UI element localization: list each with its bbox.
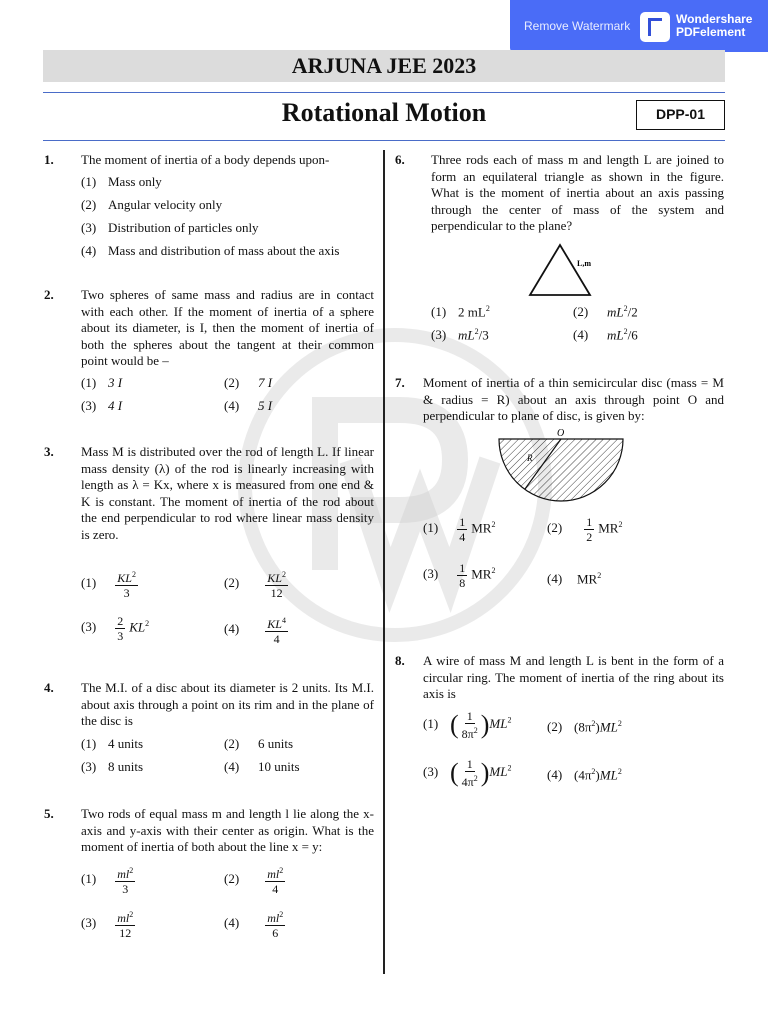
option-1[interactable]: (1) $\frac{1}{4}$ $MR^2$: [423, 515, 496, 544]
option-1[interactable]: (1) 3 I: [81, 375, 123, 390]
wondershare-brand: Wondershare PDFelement: [676, 12, 753, 39]
option-4[interactable]: (4) 10 units: [224, 759, 300, 774]
question-5: 5. Two rods of equal mass m and length l lie along the x-axis and y-axis with their center as origin. What is the moment of inertia of both about the line x = y: (1) $\frac{ml^2}{3}$ (2) $\frac{ml^2}{4}$ (3) $\frac{ml^2}{12}$ (4) $\frac{ml^2}{6}$: [44, 806, 374, 940]
option-2[interactable]: (2) 6 units: [224, 736, 294, 751]
option-4[interactable]: (4) Mass and distribution of mass about the axis: [81, 243, 340, 258]
question-text: Mass M is distributed over the rod of length L. If linear mass density (λ) of the rod is linearly increasing with length as λ = Kx, where x is measured from one end & K is constant. The moment of inertia of the rod about the end perpendicular to rod where linear mass density is zero.: [81, 444, 374, 542]
question-1: 1. The moment of inertia of a body depends upon- (1) Mass only (2) Angular velocity only (3) Distribution of particles only (4) Mass and distribution of mass about the axis: [44, 152, 374, 262]
semicircular-disc-figure: [495, 427, 635, 507]
option-1[interactable]: (1) $\frac{ml^2}{3}$: [81, 866, 134, 896]
question-text: Moment of inertia of a thin semicircular disc (mass = M & radius = R) about an axis through point O and perpendicular to plane of disc, is given by:: [423, 375, 724, 423]
option-4[interactable]: (4) $MR^2$: [547, 571, 602, 587]
option-2[interactable]: (2) $(8\pi^2)ML^2$: [547, 719, 622, 735]
option-1[interactable]: (1) $\frac{KL^2}{3}$: [81, 570, 136, 600]
question-2: 2. Two spheres of same mass and radius are in contact with each other. If the moment of inertia of a sphere about its diameter, is I, then the moment of inertia of both the spheres about the tangent at their common point would be – (1) 3 I (2) 7 I (3) 4 I (4) 5 I: [44, 287, 374, 413]
pdfelement-logo-icon: [640, 12, 670, 42]
column-divider: [383, 150, 385, 974]
option-3[interactable]: (3) Distribution of particles only: [81, 220, 259, 235]
option-1[interactable]: (1) Mass only: [81, 174, 162, 189]
exam-title: ARJUNA JEE 2023: [291, 53, 477, 78]
option-1[interactable]: (1) ( $\frac{1}{8\pi^2}$ )$ML^2$: [423, 709, 512, 741]
option-3[interactable]: (3) $\frac{2}{3}$ $KL^2$: [81, 614, 150, 643]
option-1[interactable]: (1) 2 $mL^2$: [431, 304, 490, 320]
point-o-label: O: [557, 428, 565, 439]
option-3[interactable]: (3) ( $\frac{1}{4\pi^2}$ )$ML^2$: [423, 757, 512, 789]
option-4[interactable]: (4) $mL^2/6$: [573, 327, 638, 343]
option-2[interactable]: (2) $mL^2/2$: [573, 304, 638, 320]
option-4[interactable]: (4) $(4\pi^2)ML^2$: [547, 767, 622, 783]
question-text: Two rods of equal mass m and length l lie along the x-axis and y-axis with their center as origin. What is the moment of inertia of both about the line x = y:: [81, 806, 374, 854]
question-7: 7. Moment of inertia of a thin semicircular disc (mass = M & radius = R) about an axis through point O and perpendicular to plane of disc, is given by: O R (1) $\frac{1}{4}$ $MR^2$ (2) $\frac{1}{2}$ $MR^2$ (3) $\frac{1}{8}$ $MR^2$ (4) $MR^2$: [395, 375, 724, 590]
exam-header-bar: [43, 50, 725, 82]
option-1[interactable]: (1) 4 units: [81, 736, 144, 751]
figure-label: L,m: [577, 259, 591, 268]
option-3[interactable]: (3) $\frac{1}{8}$ $MR^2$: [423, 561, 496, 590]
radius-label: R: [527, 453, 533, 463]
option-3[interactable]: (3) 4 I: [81, 398, 123, 413]
equilateral-triangle-figure: [525, 240, 605, 300]
option-4[interactable]: (4) $\frac{ml^2}{6}$: [224, 910, 284, 940]
question-4: 4. The M.I. of a disc about its diameter is 2 units. Its M.I. about axis through a point on its rim and in the plane of the disc is (1) 4 units (2) 6 units (3) 8 units (4) 10 units: [44, 680, 374, 774]
question-text: A wire of mass M and length L is bent in the form of a circular ring. The moment of inertia of the ring about its axis is: [423, 653, 724, 701]
question-text: Three rods each of mass m and length L are joined to form an equilateral triangle as shown in the figure. What is the moment of inertia about an axis passing through the center of mass of the system and perpendicular to the plane?: [431, 152, 724, 233]
header-rule-bottom: [43, 140, 725, 141]
option-2[interactable]: (2) $\frac{KL^2}{12}$: [224, 570, 286, 600]
option-3[interactable]: (3) $\frac{ml^2}{12}$: [81, 910, 134, 940]
question-text: Two spheres of same mass and radius are in contact with each other. If the moment of inertia of a sphere about its diameter, is I, then the moment of inertia of both the spheres about the tangent at their common point would be –: [81, 287, 374, 368]
option-4[interactable]: (4) $\frac{KL^4}{4}$: [224, 616, 286, 646]
dpp-badge: DPP-01: [636, 100, 725, 130]
question-text: The M.I. of a disc about its diameter is 2 units. Its M.I. about axis through a point on its rim and in the plane of the disc is: [81, 680, 374, 728]
option-2[interactable]: (2) Angular velocity only: [81, 197, 223, 212]
header-rule-top: [43, 92, 725, 93]
option-3[interactable]: (3) 8 units: [81, 759, 144, 774]
option-3[interactable]: (3) $mL^2/3$: [431, 327, 489, 343]
question-3: 3. Mass M is distributed over the rod of length L. If linear mass density (λ) of the rod is linearly increasing with length as λ = Kx, where x is measured from one end & K is constant. The moment of inertia of the rod about the end perpendicular to rod where linear mass density is zero. (1) $\frac{KL^2}{3}$ (2) $\frac{KL^2}{12}$ (3) $\frac{2}{3}$ $KL^2$ (4) $\frac{KL^4}{4}$: [44, 444, 374, 646]
option-4[interactable]: (4) 5 I: [224, 398, 273, 413]
option-2[interactable]: (2) $\frac{ml^2}{4}$: [224, 866, 284, 896]
question-6: 6. Three rods each of mass m and length L are joined to form an equilateral triangle as shown in the figure. What is the moment of inertia about an axis passing through the center of mass of the system and perpendicular to the plane? L,m (1) 2 $mL^2$ (2) $mL^2/2$ (3) $mL^2/3$ (4) $mL^2/6$: [395, 152, 724, 343]
option-2[interactable]: (2) 7 I: [224, 375, 273, 390]
remove-watermark-button[interactable]: Remove Watermark: [524, 19, 631, 33]
topic-title: Rotational Motion: [281, 98, 487, 127]
question-text: The moment of inertia of a body depends upon-: [81, 152, 330, 167]
option-2[interactable]: (2) $\frac{1}{2}$ $MR^2$: [547, 515, 623, 544]
question-8: 8. A wire of mass M and length L is bent in the form of a circular ring. The moment of inertia of the ring about its axis is (1) ( $\frac{1}{8\pi^2}$ )$ML^2$ (2) $(8\pi^2)ML^2$ (3) ( $\frac{1}{4\pi^2}$ )$ML^2$ (4) $(4\pi^2)ML^2$: [395, 653, 724, 789]
